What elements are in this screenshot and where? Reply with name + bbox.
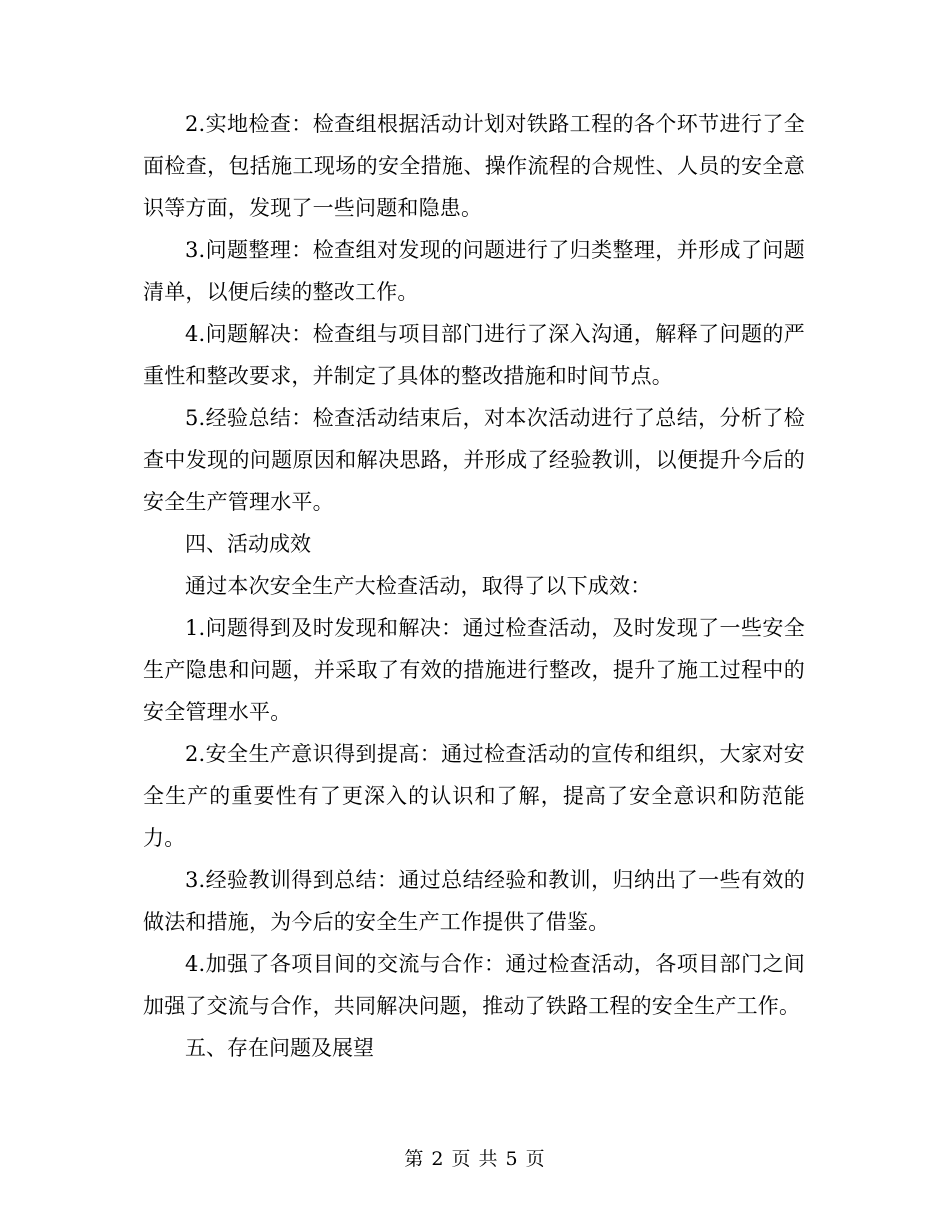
paragraph-problem-solving: 4.问题解决：检查组与项目部门进行了深入沟通，解释了问题的严重性和整改要求，并制定了具体的整改措施和时间节点。	[143, 322, 805, 388]
document-body	[143, 103, 805, 1069]
page-number-footer: 第 2 页 共 5 页	[404, 1148, 546, 1170]
paragraph-inspection: 2.实地检查：检查组根据活动计划对铁路工程的各个环节进行了全面检查，包括施工现场的安全措施、操作流程的合规性、人员的安全意识等方面，发现了一些问题和隐患。	[143, 112, 805, 220]
paragraph-problem-sorting: 3.问题整理：检查组对发现的问题进行了归类整理，并形成了问题清单，以便后续的整改工作。	[143, 238, 805, 304]
paragraph-result-4: 4.加强了各项目间的交流与合作：通过检查活动，各项目部门之间加强了交流与合作，共同解决问题，推动了铁路工程的安全生产工作。	[143, 952, 805, 1018]
paragraph-result-2: 2.安全生产意识得到提高：通过检查活动的宣传和组织，大家对安全生产的重要性有了更深入的认识和了解，提高了安全意识和防范能力。	[143, 742, 805, 850]
section-heading-results: 四、活动成效	[185, 532, 311, 556]
paragraph-result-1: 1.问题得到及时发现和解决：通过检查活动，及时发现了一些安全生产隐患和问题，并采取了有效的措施进行整改，提升了施工过程中的安全管理水平。	[143, 616, 805, 724]
paragraph-experience-summary: 5.经验总结：检查活动结束后，对本次活动进行了总结，分析了检查中发现的问题原因和解决思路，并形成了经验教训，以便提升今后的安全生产管理水平。	[143, 406, 805, 514]
paragraph-results-intro: 通过本次安全生产大检查活动，取得了以下成效：	[185, 574, 652, 598]
section-heading-issues-outlook: 五、存在问题及展望	[185, 1036, 374, 1060]
paragraph-result-3: 3.经验教训得到总结：通过总结经验和教训，归纳出了一些有效的做法和措施，为今后的安全生产工作提供了借鉴。	[143, 868, 805, 934]
